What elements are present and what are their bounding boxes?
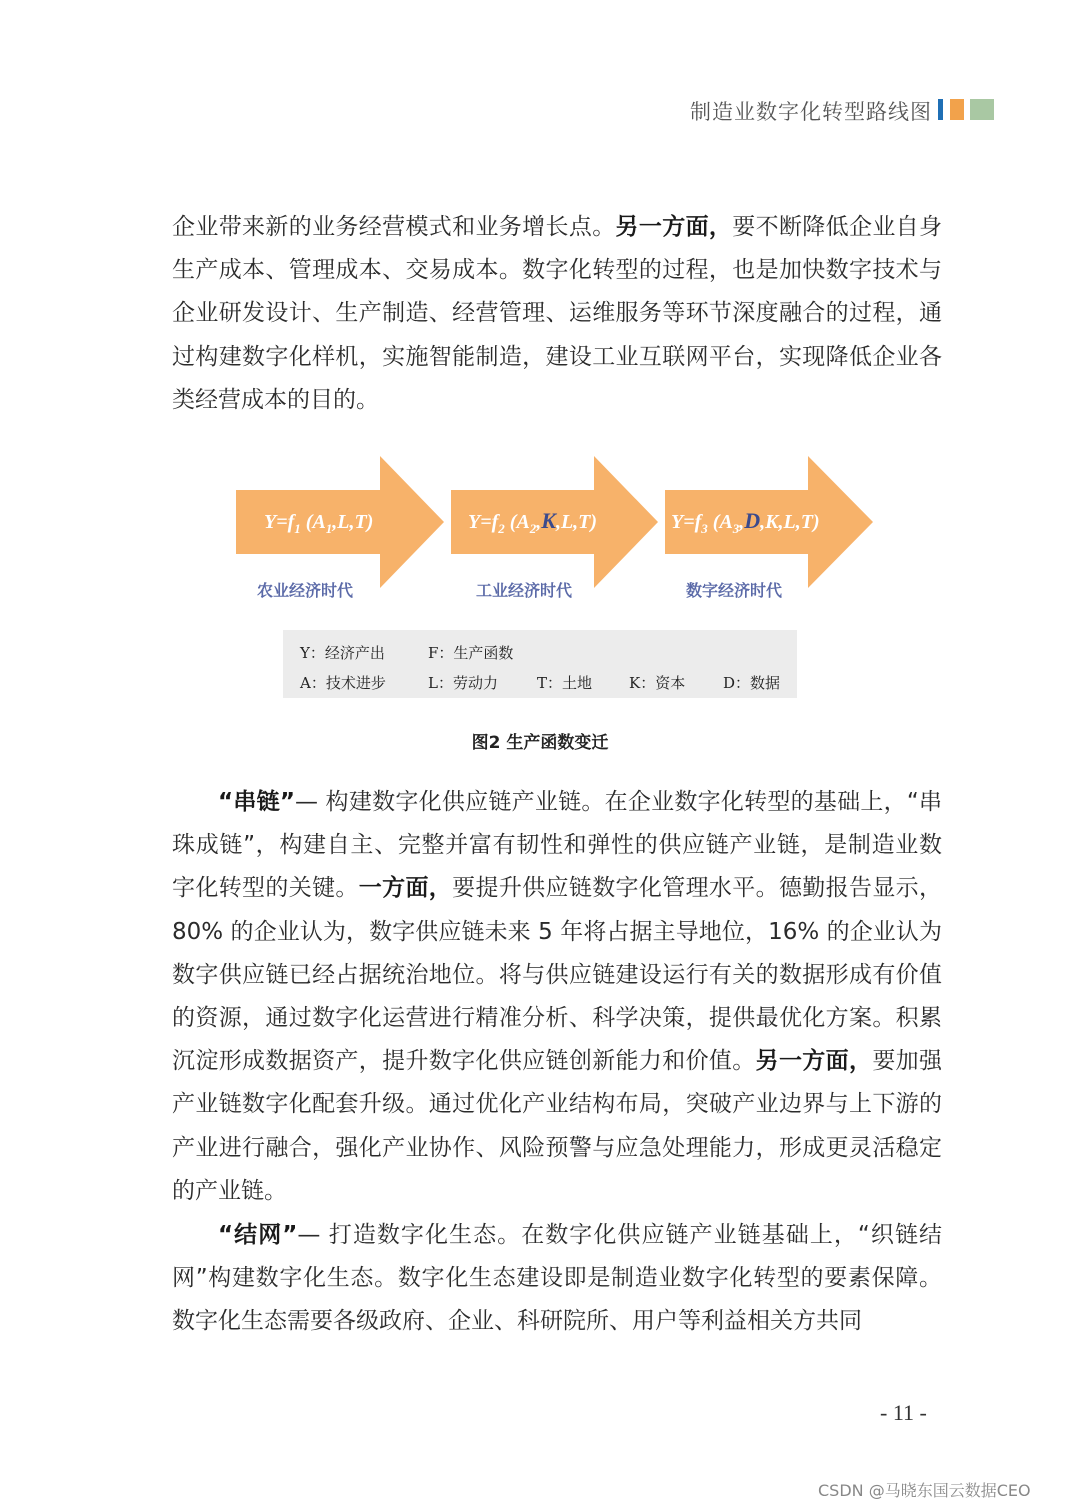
figure-legend: [283, 630, 797, 698]
legend-k: K：资本: [629, 674, 686, 692]
para2-lead-chain: “串链”: [218, 789, 295, 815]
era-industrial: 工业经济时代: [476, 581, 573, 600]
production-function-arrows: [230, 452, 880, 592]
para2-bold-another-aspect: 另一方面，: [755, 1048, 873, 1075]
figure-caption: 图2 生产函数变迁: [471, 733, 609, 753]
legend-y: Y：经济产出: [300, 644, 385, 662]
para2-text-a: — 构建数字化供应链产业链。在企业数字化转型的基础上，“串珠成链”，构建自主、完整并富有韧性和弹性的供应链产业链，是制造业数字化转型的关键。: [172, 789, 943, 902]
paragraph-3: [172, 1214, 942, 1344]
para3-lead-network: “结网”: [218, 1222, 298, 1248]
legend-l: L：劳动力: [428, 674, 498, 692]
formula-3: $Y=f_3$ $(A_3,D,K,L,T)$: [671, 508, 820, 536]
para1-text-a: 企业带来新的业务经营模式和业务增长点。: [172, 214, 616, 240]
legend-f: F：生产函数: [428, 644, 514, 662]
para2-bold-one-aspect: 一方面，: [358, 875, 453, 902]
para1-bold-another-aspect: 另一方面，: [615, 214, 733, 240]
blue-bar: [938, 99, 943, 120]
para2-text-b: 要提升供应链数字化管理水平。德勤报告显示，80% 的企业认为，数字供应链未来 5 年将占据主导地位，16% 的企业认为数字供应链已经占据统治地位。将与供应链建设运行有关的数据形成有价值的资源，通过数字化运营进行精准分析、科学决策，提供最优化方案。积累沉淀形成数据资产，提升数字化供应链创新能力和价值。: [172, 875, 942, 1075]
formula-2: $Y=f_2$ $(A_2,K,L,T)$: [468, 508, 598, 536]
era-agricultural: 农业经济时代: [257, 581, 354, 600]
header-title: 制造业数字化转型路线图: [690, 100, 932, 124]
para2-text-c: 要加强产业链数字化配套升级。通过优化产业结构布局，突破产业边界与上下游的产业进行融合，强化产业协作、风险预警与应急处理能力，形成更灵活稳定的产业链。: [172, 1048, 942, 1204]
legend-a: A：技术进步: [300, 674, 386, 692]
formula-1: $Y=f_1$ $(A_1,L,T)$: [264, 511, 374, 536]
paragraph-2: [172, 781, 942, 1213]
legend-t: T：土地: [537, 674, 593, 692]
legend-d: D：数据: [723, 674, 781, 692]
para1-text-b: 要不断降低企业自身生产成本、管理成本、交易成本。数字化转型的过程，也是加快数字技术与企业研发设计、生产制造、经营管理、运维服务等环节深度融合的过程，通过构建数字化样机，实施智能制造，建设工业互联网平台，实现降低企业各类经营成本的目的。: [172, 214, 942, 413]
era-digital: 数字经济时代: [686, 581, 783, 600]
orange-bar: [950, 99, 964, 120]
para3-text: — 打造数字化生态。在数字化供应链产业链基础上，“织链结网”构建数字化生态。数字化生态建设即是制造业数字化转型的要素保障。数字化生态需要各级政府、企业、科研院所、用户等利益相关方共同: [172, 1222, 943, 1335]
paragraph-1: [172, 206, 942, 422]
green-bar: [970, 99, 994, 120]
csdn-watermark: CSDN @马晓东国云数据CEO: [818, 1481, 1031, 1500]
page-number: - 11 -: [880, 1400, 927, 1425]
